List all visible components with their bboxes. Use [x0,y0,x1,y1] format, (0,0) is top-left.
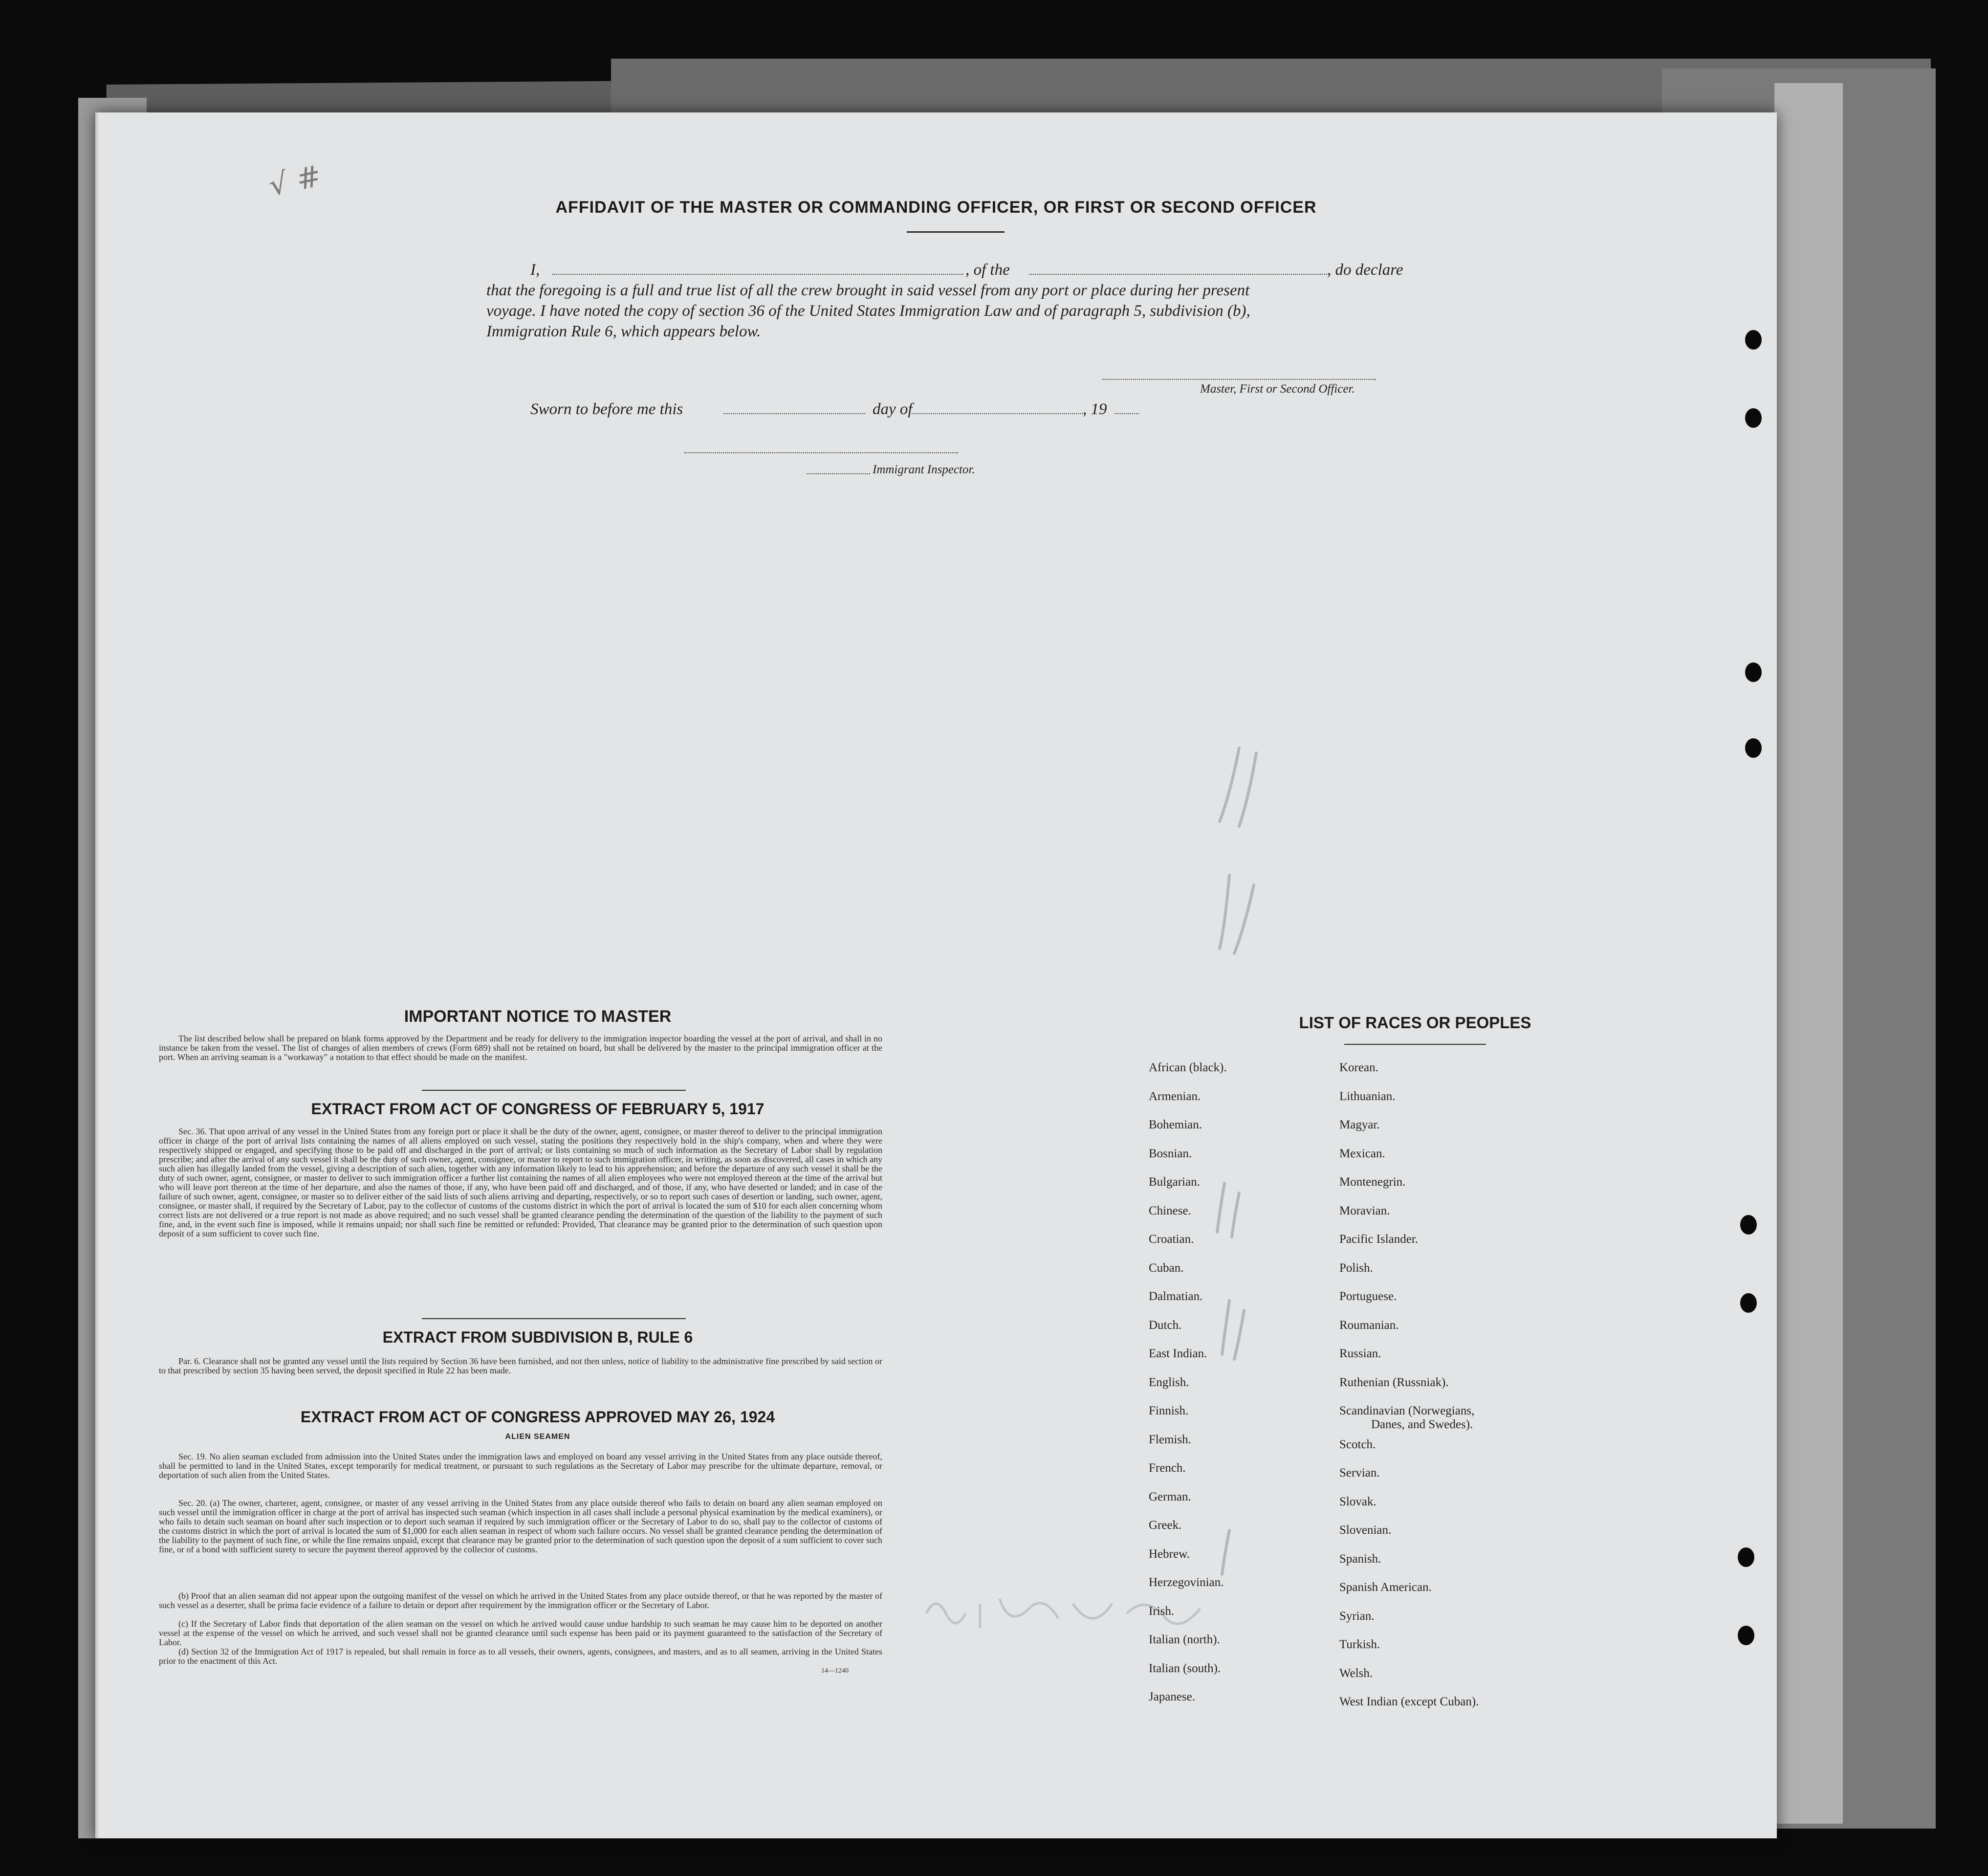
race-item: Korean. [1339,1061,1378,1074]
extract3-text: (b) Proof that an alien seaman did not appear upon the outgoing manifest of the vessel on which he arrived in the United States from any place outside thereof, or that he was reported by the master of such vessel as a deserter, shall be prima facie evidence of a failure to detain or deport after requirement by the immigration officer or the Secretary of Labor. [159,1591,882,1610]
race-item: Dutch. [1149,1318,1182,1332]
race-item: West Indian (except Cuban). [1339,1695,1479,1708]
affidavit-line: voyage. I have noted the copy of section 36 of the United States Immigration Law and of paragraph 5, subdivision (b), [486,302,1250,320]
race-item: Bosnian. [1149,1147,1192,1160]
extract2-text: Par. 6. Clearance shall not be granted any vessel until the lists required by Section 36 have been furnished, and not then unless, notice of liability to the administrative fine prescribed by said section or to that prescribed by section 35 having been served, the deposit specified in Rule 22 has been made. [159,1356,882,1375]
section-rule [422,1090,686,1091]
race-item: Slovak. [1339,1495,1376,1508]
notice-text: The list described below shall be prepared on blank forms approved by the Department and be ready for delivery to the immigration inspector boarding the vessel at the port of arrival, and shall in no instance be taken from the vessel. The list of changes of alien members of crews (Form 689) shall not be retained on board, but shall be delivered by the master to the principal immigration officer at the port. When an arriving seaman is a "workaway" a notation to that effect should be made on the manifest. [159,1034,882,1062]
affidavit-i: I, [530,261,540,279]
race-item: Ruthenian (Russniak). [1339,1375,1449,1389]
race-item: Cuban. [1149,1261,1184,1275]
race-item: Mexican. [1339,1147,1385,1160]
race-item: Welsh. [1339,1666,1373,1680]
race-item: Finnish. [1149,1404,1189,1417]
race-item: Japanese. [1149,1690,1196,1703]
race-item: Pacific Islander. [1339,1233,1419,1246]
race-item: Russian. [1339,1347,1381,1360]
race-item: Armenian. [1149,1089,1201,1103]
affidavit-title: AFFIDAVIT OF THE MASTER OR COMMANDING OFFICER, OR FIRST OR SECOND OFFICER [555,198,1317,217]
race-item: Croatian. [1149,1233,1194,1246]
race-item: Bohemian. [1149,1118,1202,1131]
race-item: Servian. [1339,1466,1380,1479]
race-item: Italian (south). [1149,1661,1221,1675]
race-item: Roumanian. [1339,1318,1399,1332]
race-item: African (black). [1149,1061,1227,1074]
inspector-label: Immigrant Inspector. [873,463,975,476]
affidavit-line: Immigration Rule 6, which appears below. [486,323,761,340]
extract3-title: EXTRACT FROM ACT OF CONGRESS APPROVED MAY 26, 1924 [300,1408,775,1426]
inspector-signature-line[interactable] [684,452,958,453]
race-item: French. [1149,1461,1186,1475]
race-item: Portuguese. [1339,1290,1397,1303]
races-rule [1344,1044,1486,1045]
affidavit-line: that the foregoing is a full and true list of all the crew brought in said vessel from any port or place during her present [486,282,1250,299]
alien-seamen-subtitle: ALIEN SEAMEN [505,1433,570,1441]
notice-title: IMPORTANT NOTICE TO MASTER [404,1007,672,1026]
extract3-text: Sec. 20. (a) The owner, charterer, agent, consignee, or master of any vessel arriving in the United States from any place outside thereof who fails to detain on board any alien seaman employed on such vessel until the immigration officer in charge at the port of arrival has inspected such seaman (which inspection in all cases shall include a personal physical examination by the medical examiners), or who fails to detain such seaman on board after such inspection or to deport such seaman if required by such immigration officer or the Secretary of Labor to do so, shall pay to the collector of customs of the customs district in which the port of arrival is located the sum of $1,000 for each alien seaman in respect of whom such failure occurs. No vessel shall be granted clearance pending the determination of the liability to the payment of such fine, or while the fine remains unpaid, except that clearance may be granted prior to the determination of such question upon the deposit of a sum sufficient to cover such fine, or of a bond with sufficient surety to secure the payment thereof approved by the collector of customs. [159,1498,882,1554]
race-item: Syrian. [1339,1609,1375,1623]
race-item: Polish. [1339,1261,1373,1275]
race-item: Bulgarian. [1149,1175,1200,1189]
extract3-text: Sec. 19. No alien seaman excluded from admission into the United States under the immigration laws and employed on board any vessel arriving in the United States from any place outside thereof, shall be permitted to land in the United States, except temporarily for medical treatment, or pursuant to such regulations as the Secretary of Labor may prescribe for the ultimate departure, removal, or deportation of such alien from the United States. [159,1452,882,1480]
race-item: Italian (north). [1149,1633,1220,1646]
sworn-year-blank[interactable] [1114,413,1139,414]
title-rule [907,231,1005,233]
races-title: LIST OF RACES OR PEOPLES [1299,1014,1531,1032]
race-item: Spanish. [1339,1552,1381,1566]
race-item: Flemish. [1149,1433,1191,1446]
punch-hole [1745,738,1762,758]
inspector-name-blank[interactable] [807,473,870,474]
race-item: Irish. [1149,1604,1175,1618]
race-item: Dalmatian. [1149,1290,1203,1303]
page-edge [95,112,98,1838]
extract1-title: EXTRACT FROM ACT OF CONGRESS OF FEBRUARY 5, 1917 [311,1100,765,1118]
punch-hole [1745,330,1762,350]
race-item: Hebrew. [1149,1547,1190,1561]
sworn-text: Sworn to before me this [530,400,683,418]
race-item: Lithuanian. [1339,1089,1396,1103]
vessel-blank[interactable] [1029,274,1327,275]
year-text: , 19 [1083,400,1107,418]
race-item: Spanish American. [1339,1581,1432,1594]
race-item: Montenegrin. [1339,1175,1406,1189]
affidavit-do-declare: , do declare [1327,261,1403,279]
extract2-title: EXTRACT FROM SUBDIVISION B, RULE 6 [382,1328,693,1346]
extract1-text: Sec. 36. That upon arrival of any vessel in the United States from any foreign port or place it shall be the duty of the owner, agent, consignee, or master thereof to deliver to the principal immigration officer in charge of the port of arrival lists containing the names of all aliens employed on such vessel, stating the positions they respectively hold in the ship's company, when and where they were respectively shipped or engaged, and specifying those to be paid off and discharged in the port of arrival; or lists containing so much of such information as the Secretary of Labor shall by regulation prescribe; and after the arrival of any such vessel it shall be the duty of such owner, agent, consignee, or master to report to such immigration officer, in writing, as soon as discovered, all cases in which any such alien has illegally landed from the vessel, giving a description of such alien, together with any information likely to lead to his apprehension; and before the departure of any such vessel it shall be the duty of such owner, agent, consignee, or master to deliver to such immigration officer a further list containing the names of all alien employees who were not employed thereon at the time of the arrival but who will leave port thereon at the time of her departure, and also the names of those, if any, who have been paid off and discharged, and of those, if any, who have deserted or landed; and in case of the failure of such owner, agent, consignee, or master so to deliver either of the said lists of such aliens arriving and departing, respectively, or so to report such cases of desertion or landing, such owner, agent, consignee, or master shall, if required by the Secretary of Labor, pay to the collector of customs of the customs district in which the port of arrival is located the sum of $10 for each alien concerning whom correct lists are not delivered or a true report is not made as above required; and no such vessel shall be granted clearance pending the determination of the question of the liability to the payment of such fine, and, in the event such fine is imposed, while it remains unpaid; nor shall such fine be remitted or refunded: Provided, That clearance may be granted prior to the determination of such question upon deposit of a sum sufficient to cover such fine. [159,1126,882,1238]
affidavit-of-the: , of the [965,261,1010,279]
punch-hole [1740,1215,1757,1235]
master-signature-label: Master, First or Second Officer. [1200,382,1355,396]
manifest-page [95,112,1777,1838]
sworn-day-blank[interactable] [723,413,865,414]
day-of-text: day of [873,400,913,418]
race-item: Magyar. [1339,1118,1380,1131]
form-number: 14—1240 [821,1667,849,1675]
handwritten-mark: √ # [265,158,325,203]
section-rule [422,1318,686,1319]
race-item: Scotch. [1339,1437,1376,1451]
extract3-text: (d) Section 32 of the Immigration Act of 1917 is repealed, but shall remain in force as to all vessels, their owners, agents, consignees, and masters, and as to all seamen, arriving in the United States prior to the enactment of this Act. [159,1647,882,1666]
race-item: Greek. [1149,1519,1182,1532]
punch-hole [1745,408,1762,428]
race-item: Chinese. [1149,1204,1191,1217]
punch-hole [1738,1626,1754,1645]
punch-hole [1740,1293,1757,1313]
race-item: English. [1149,1375,1189,1389]
sworn-month-blank[interactable] [912,413,1083,414]
race-item: East Indian. [1149,1347,1207,1360]
extract3-text: (c) If the Secretary of Labor finds that deportation of the alien seaman on the vessel on which he arrived would cause undue hardship to such seaman he may cause him to be deported on another vessel at the expense of the vessel on which he arrived, and such vessel shall not be granted clearance until such expense has been paid or its payment guaranteed to the satisfaction of the Secretary of Labor. [159,1619,882,1647]
race-item: German. [1149,1490,1191,1503]
race-item: Scandinavian (Norwegians, [1339,1404,1475,1417]
race-item: Turkish. [1339,1638,1380,1651]
punch-hole [1745,662,1762,682]
name-blank[interactable] [552,274,963,275]
race-item: Herzegovinian. [1149,1576,1224,1589]
background-sheet [1774,83,1843,1824]
master-signature-line[interactable] [1102,379,1376,380]
race-item: Danes, and Swedes). [1371,1418,1473,1431]
race-item: Slovenian. [1339,1523,1392,1537]
punch-hole [1738,1547,1754,1567]
race-item: Moravian. [1339,1204,1390,1217]
